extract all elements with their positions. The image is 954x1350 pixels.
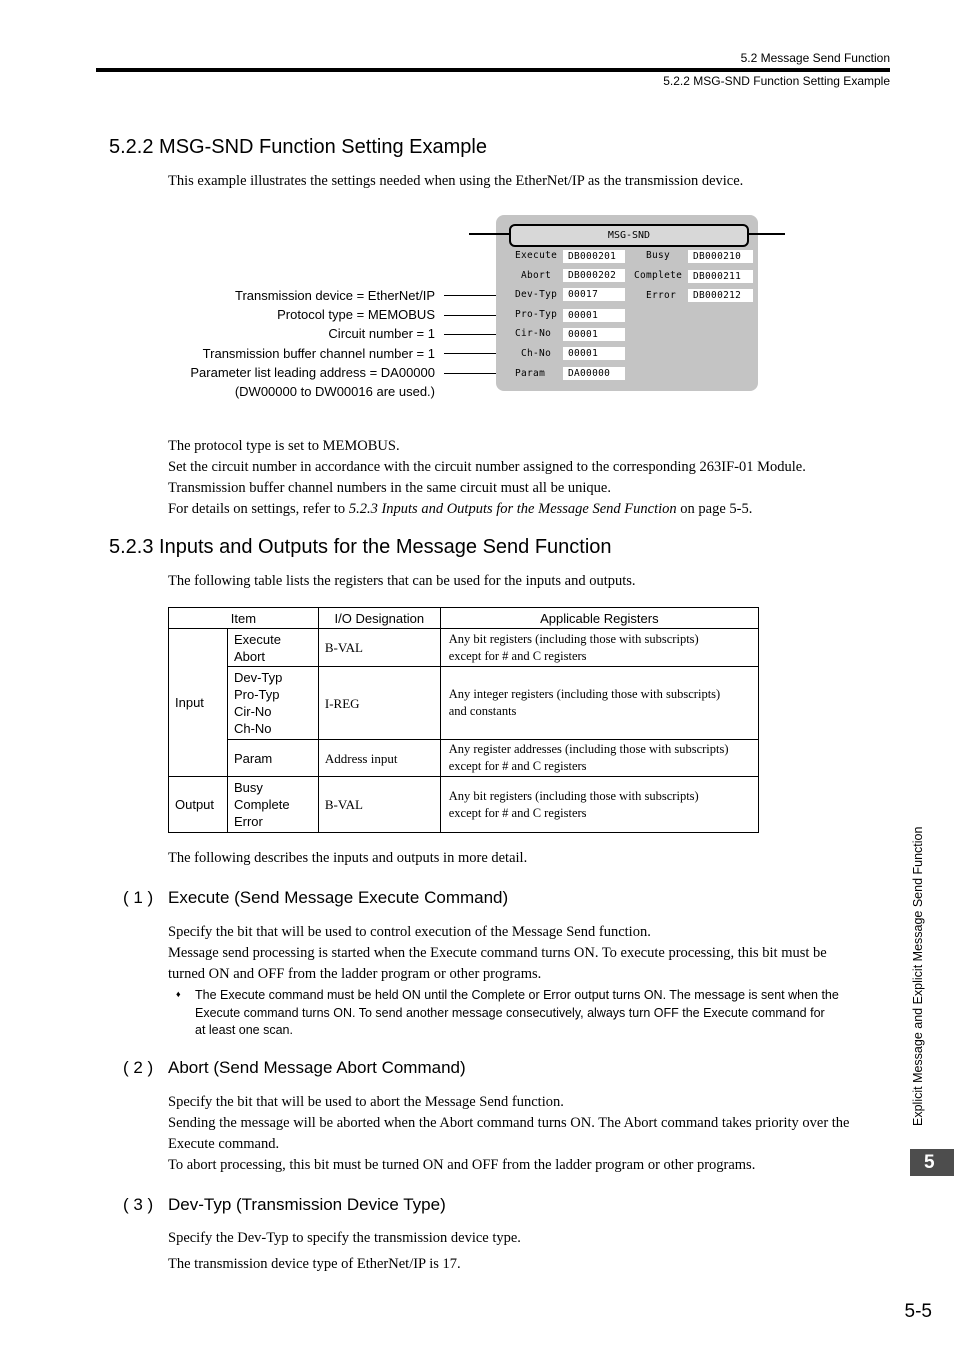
param-name-error: Error — [646, 290, 677, 301]
reference-link[interactable]: 5.2.3 Inputs and Outputs for the Message Send Function — [348, 501, 677, 517]
bullet-diamond-icon: ♦ — [176, 989, 181, 999]
group-input: Input — [169, 629, 228, 777]
cell-items: Busy Complete Error — [227, 777, 318, 833]
label-parameter-address: Parameter list leading address = DA00000 — [190, 365, 435, 380]
intro-paragraph: This example illustrates the settings needed when using the EtherNet/IP as the transmission device. — [168, 173, 744, 189]
cell-items: Param — [227, 740, 318, 777]
abort-description: Specify the bit that will be used to abort the Message Send function. Sending the message will be aborted when the Abort command turns ON. The Abort command takes priority over the Execute command. To abort processing, this bit must be turned ON and OFF from the ladder program or other programs. — [168, 1094, 850, 1173]
param-value-error: DB000212 — [688, 289, 753, 302]
param-name-busy: Busy — [646, 250, 671, 261]
execute-note: ♦ The Execute command must be held ON until the Complete or Error output turns ON. The message is sent when the Execute command turns ON. To send another message consecutively, always turn OFF the Execute command for at least one scan. — [176, 988, 839, 1037]
subheading-abort: ( 2 ) Abort (Send Message Abort Command) — [123, 1058, 466, 1077]
label-transmission-device: Transmission device = EtherNet/IP — [234, 288, 435, 303]
subheading-execute: ( 1 ) Execute (Send Message Execute Command) — [123, 888, 509, 907]
param-value-abort: DB000202 — [563, 269, 625, 282]
detail-intro: The following describes the inputs and outputs in more detail. — [168, 850, 528, 866]
param-value-cir-no: 00001 — [563, 328, 625, 341]
note-line: Set the circuit number in accordance with the circuit number assigned to the corresponding 263IF-01 Module. — [168, 459, 806, 475]
note-line: Transmission buffer channel numbers in the same circuit must all be unique. — [168, 480, 611, 496]
param-value-param: DA00000 — [563, 367, 625, 380]
cell-registers: Any bit registers (including those with subscripts) except for # and C registers — [440, 777, 758, 833]
label-circuit-number: Circuit number = 1 — [328, 326, 435, 341]
param-name-pro-typ: Pro-Typ — [515, 309, 558, 320]
label-protocol-type: Protocol type = MEMOBUS — [277, 307, 435, 322]
block-name: MSG-SND — [509, 224, 749, 247]
cell-items: Dev-Typ Pro-Typ Cir-No Ch-No — [227, 667, 318, 740]
chapter-tab: 5 — [910, 1149, 954, 1176]
cell-registers: Any register addresses (including those with subscripts) except for # and C registers — [440, 740, 758, 777]
cell-items: Execute Abort — [227, 629, 318, 667]
dev-typ-description: Specify the Dev-Typ to specify the transmission device type. — [168, 1230, 521, 1246]
table-header-item: Item — [169, 608, 319, 629]
cell-io: B-VAL — [318, 777, 440, 833]
param-name-cir-no: Cir-No — [515, 328, 552, 339]
cell-registers: Any integer registers (including those with subscripts) and constants — [440, 667, 758, 740]
param-name-param: Param — [515, 368, 546, 379]
header-rule — [96, 68, 890, 72]
table-intro: The following table lists the registers that can be used for the inputs and outputs. — [168, 573, 636, 589]
page-number: 5-5 — [904, 1301, 932, 1322]
param-value-dev-typ: 00017 — [563, 288, 625, 301]
subheading-dev-typ: ( 3 ) Dev-Typ (Transmission Device Type) — [123, 1195, 446, 1214]
setting-notes — [168, 436, 890, 520]
cell-io: Address input — [318, 740, 440, 777]
param-value-execute: DB000201 — [563, 250, 625, 263]
table-header-registers: Applicable Registers — [440, 608, 758, 629]
execute-description: Specify the bit that will be used to control execution of the Message Send function. Message send processing is started when the Execute command turns ON. To execute processing, this bit must be turned ON and OFF from the ladder program or other programs. — [168, 924, 827, 982]
param-name-execute: Execute — [515, 250, 558, 261]
running-header-subsection: 5.2.2 MSG-SND Function Setting Example — [663, 74, 890, 88]
table-row — [169, 740, 759, 777]
table-row — [169, 777, 759, 833]
param-value-complete: DB000211 — [688, 270, 753, 283]
block-output-wire — [745, 233, 785, 235]
group-output: Output — [169, 777, 228, 833]
dev-typ-value-note: The transmission device type of EtherNet/IP is 17. — [168, 1256, 461, 1272]
param-name-abort: Abort — [521, 270, 552, 281]
section-heading-5-2-3: 5.2.3 Inputs and Outputs for the Message Send Function — [109, 536, 612, 558]
reference-line: For details on settings, refer to 5.2.3 Inputs and Outputs for the Message Send Function on page 5-5. — [168, 501, 753, 517]
param-value-pro-typ: 00001 — [563, 309, 625, 322]
note-line: The protocol type is set to MEMOBUS. — [168, 438, 400, 454]
cell-io: B-VAL — [318, 629, 440, 667]
param-value-ch-no: 00001 — [563, 347, 625, 360]
table-row — [169, 667, 759, 740]
running-header-section: 5.2 Message Send Function — [740, 51, 890, 65]
io-table — [168, 607, 759, 833]
param-value-busy: DB000210 — [688, 250, 753, 263]
cell-io: I-REG — [318, 667, 440, 740]
param-name-ch-no: Ch-No — [521, 348, 552, 359]
section-heading-5-2-2: 5.2.2 MSG-SND Function Setting Example — [109, 136, 487, 158]
cell-registers: Any bit registers (including those with subscripts) except for # and C registers — [440, 629, 758, 667]
table-row — [169, 629, 759, 667]
label-parameter-range: (DW00000 to DW00016 are used.) — [234, 384, 435, 399]
param-name-complete: Complete — [634, 270, 683, 281]
table-header-io: I/O Designation — [318, 608, 440, 629]
chapter-side-title: Explicit Message and Explicit Message Send Function — [911, 826, 925, 1126]
label-buffer-channel: Transmission buffer channel number = 1 — [202, 346, 435, 361]
param-name-dev-typ: Dev-Typ — [515, 289, 558, 300]
block-input-wire — [469, 233, 511, 235]
